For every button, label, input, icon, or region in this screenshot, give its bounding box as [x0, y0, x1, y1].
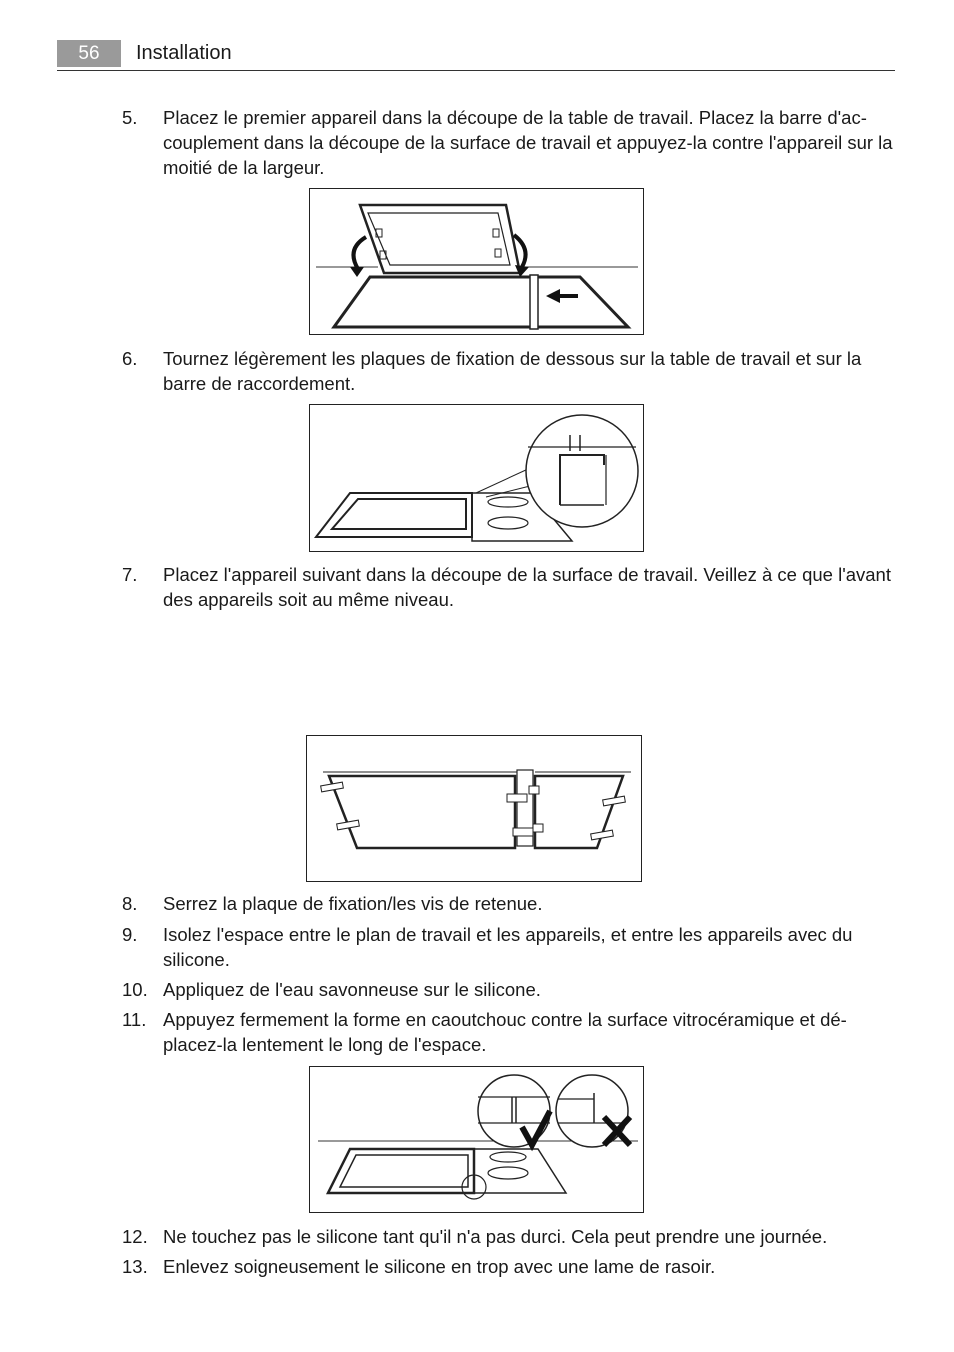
zoom-detail-circle-icon	[526, 415, 638, 527]
step-text: Tournez légèrement les plaques de fixation de dessous sur la table de travail et sur la barre de raccordement.	[163, 348, 862, 394]
step-number: 6.	[122, 348, 138, 369]
figure-1-illustration	[310, 189, 643, 334]
figure-fixing-plates	[309, 404, 644, 552]
step-number: 7.	[122, 564, 138, 585]
step-text: Appliquez de l'eau savonneuse sur le silicone.	[163, 979, 541, 1000]
figure-silicone-seal	[309, 1066, 644, 1213]
step-text: Isolez l'espace entre le plan de travail et les appareils, et entre les appareils avec du silicone.	[163, 924, 853, 970]
step-number: 11.	[122, 1009, 147, 1030]
step-number: 5.	[122, 107, 138, 128]
step-text: Ne touchez pas le silicone tant qu'il n'a pas durci. Cela peut prendre une journée.	[163, 1226, 828, 1247]
step-text: Placez l'appareil suivant dans la découpe de la surface de travail. Veillez à ce que l'avant des appareils soit au même niveau.	[163, 564, 891, 610]
step-number: 10.	[122, 979, 148, 1000]
fixing-plate-icon	[321, 782, 626, 840]
page-number: 56	[57, 40, 121, 67]
step-number: 12.	[122, 1226, 148, 1247]
step-number: 8.	[122, 893, 138, 914]
step-text: Enlevez soigneusement le silicone en trop avec une lame de rasoir.	[163, 1256, 716, 1277]
rotate-arrow-left-icon	[350, 237, 366, 277]
step-text: Serrez la plaque de fixation/les vis de retenue.	[163, 893, 543, 914]
figure-3-illustration	[307, 736, 641, 881]
step-number: 9.	[122, 924, 138, 945]
page-header	[57, 40, 895, 72]
section-title: Installation	[136, 42, 232, 64]
figure-two-appliances	[306, 735, 642, 882]
step-text: Appuyez fermement la forme en caoutchouc contre la surface vitrocéramique et dé-placez-la lentement le long de l'espace.	[163, 1009, 847, 1055]
figure-insert-appliance	[309, 188, 644, 335]
figure-2-illustration	[310, 405, 643, 551]
push-arrow-left-icon	[546, 289, 578, 303]
step-number: 13.	[122, 1256, 148, 1277]
step-text: Placez le premier appareil dans la découpe de la table de travail. Placez la barre d'ac-couplement dans la découpe de la surface de travail et appuyez-la contre l'appareil sur la moitié de la largeur.	[163, 107, 893, 178]
header-divider	[57, 70, 895, 71]
figure-4-illustration	[310, 1067, 643, 1212]
